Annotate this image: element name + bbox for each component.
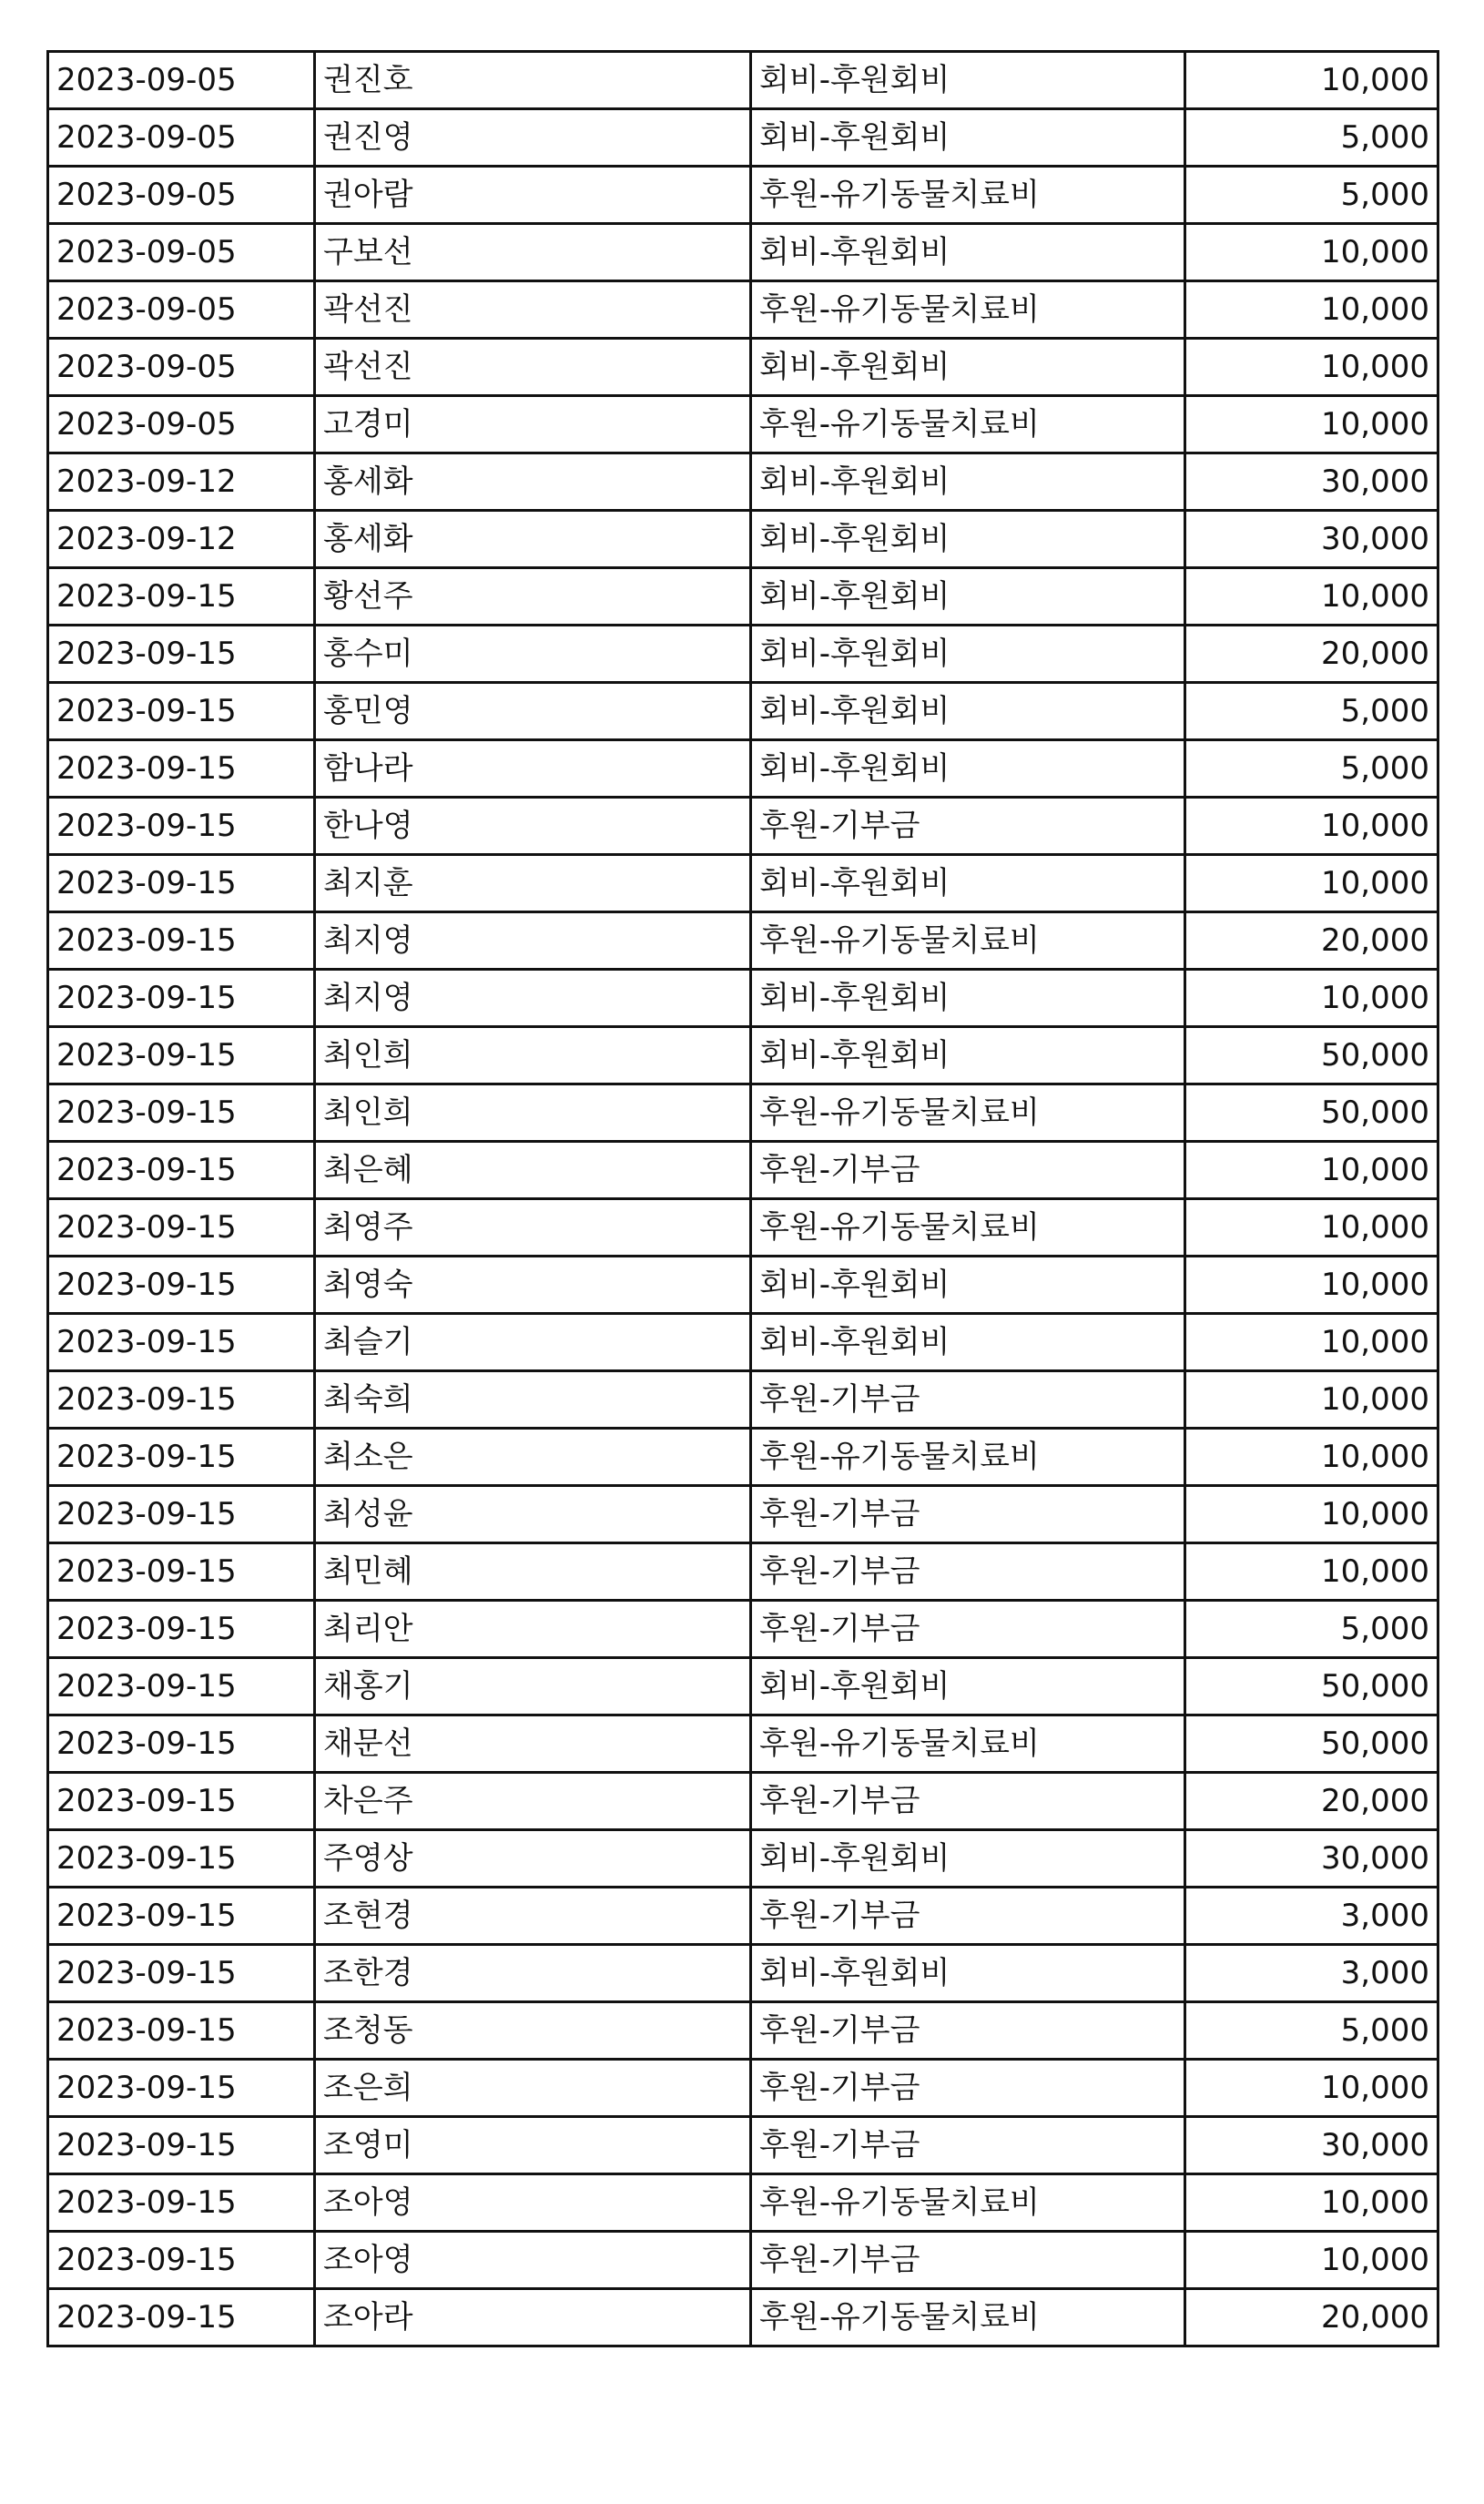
amount-cell: 5,000 [1185, 1601, 1438, 1658]
date-cell: 2023-09-15 [48, 2002, 315, 2060]
date-cell: 2023-09-15 [48, 2117, 315, 2174]
table-row [48, 281, 1438, 339]
date-cell: 2023-09-15 [48, 1715, 315, 1773]
donor-name-cell: 황선주 [315, 568, 751, 626]
table-row [48, 855, 1438, 912]
donor-name-cell: 조한경 [315, 1945, 751, 2002]
donor-name-cell: 조아라 [315, 2289, 751, 2346]
category-cell: 후원-기부금 [751, 1773, 1185, 1830]
donor-name-cell: 최인희 [315, 1027, 751, 1084]
donor-name-cell: 곽선진 [315, 281, 751, 339]
donor-name-cell: 최성윤 [315, 1486, 751, 1543]
donor-name-cell: 최소은 [315, 1429, 751, 1486]
category-cell: 회비-후원회비 [751, 855, 1185, 912]
category-cell: 회비-후원회비 [751, 626, 1185, 683]
table-row [48, 167, 1438, 224]
amount-cell: 10,000 [1185, 1314, 1438, 1371]
date-cell: 2023-09-12 [48, 511, 315, 568]
date-cell: 2023-09-05 [48, 52, 315, 109]
date-cell: 2023-09-15 [48, 1429, 315, 1486]
table-row [48, 1773, 1438, 1830]
amount-cell: 20,000 [1185, 912, 1438, 970]
table-row [48, 1658, 1438, 1715]
amount-cell: 30,000 [1185, 1830, 1438, 1888]
table-row [48, 1199, 1438, 1257]
table-row [48, 52, 1438, 109]
table-row [48, 2289, 1438, 2346]
date-cell: 2023-09-15 [48, 2060, 315, 2117]
amount-cell: 20,000 [1185, 2289, 1438, 2346]
date-cell: 2023-09-15 [48, 2232, 315, 2289]
amount-cell: 5,000 [1185, 167, 1438, 224]
donor-name-cell: 조아영 [315, 2232, 751, 2289]
amount-cell: 30,000 [1185, 511, 1438, 568]
category-cell: 회비-후원회비 [751, 1945, 1185, 2002]
table-row [48, 453, 1438, 511]
amount-cell: 10,000 [1185, 1142, 1438, 1199]
date-cell: 2023-09-15 [48, 1486, 315, 1543]
category-cell: 회비-후원회비 [751, 511, 1185, 568]
amount-cell: 10,000 [1185, 396, 1438, 453]
category-cell: 후원-유기동물치료비 [751, 281, 1185, 339]
category-cell: 후원-기부금 [751, 2060, 1185, 2117]
amount-cell: 5,000 [1185, 740, 1438, 798]
donor-name-cell: 곽선진 [315, 339, 751, 396]
amount-cell: 10,000 [1185, 798, 1438, 855]
category-cell: 회비-후원회비 [751, 224, 1185, 281]
date-cell: 2023-09-15 [48, 1888, 315, 1945]
category-cell: 회비-후원회비 [751, 1314, 1185, 1371]
category-cell: 후원-기부금 [751, 1371, 1185, 1429]
amount-cell: 3,000 [1185, 1945, 1438, 2002]
amount-cell: 50,000 [1185, 1715, 1438, 1773]
category-cell: 후원-유기동물치료비 [751, 1084, 1185, 1142]
category-cell: 후원-기부금 [751, 2117, 1185, 2174]
category-cell: 후원-기부금 [751, 1888, 1185, 1945]
donor-name-cell: 채문선 [315, 1715, 751, 1773]
amount-cell: 10,000 [1185, 568, 1438, 626]
amount-cell: 10,000 [1185, 1486, 1438, 1543]
category-cell: 후원-기부금 [751, 1543, 1185, 1601]
donor-name-cell: 권아람 [315, 167, 751, 224]
donor-name-cell: 최리안 [315, 1601, 751, 1658]
date-cell: 2023-09-15 [48, 1314, 315, 1371]
category-cell: 회비-후원회비 [751, 453, 1185, 511]
table-row [48, 568, 1438, 626]
donor-name-cell: 최영숙 [315, 1257, 751, 1314]
date-cell: 2023-09-05 [48, 224, 315, 281]
category-cell: 후원-유기동물치료비 [751, 2174, 1185, 2232]
date-cell: 2023-09-15 [48, 855, 315, 912]
table-row [48, 1945, 1438, 2002]
ledger-body [48, 52, 1438, 2346]
table-row [48, 2002, 1438, 2060]
category-cell: 후원-유기동물치료비 [751, 2289, 1185, 2346]
category-cell: 회비-후원회비 [751, 970, 1185, 1027]
date-cell: 2023-09-05 [48, 167, 315, 224]
category-cell: 회비-후원회비 [751, 1658, 1185, 1715]
category-cell: 후원-유기동물치료비 [751, 912, 1185, 970]
donor-name-cell: 조현경 [315, 1888, 751, 1945]
table-row [48, 2174, 1438, 2232]
date-cell: 2023-09-15 [48, 1371, 315, 1429]
category-cell: 후원-기부금 [751, 1142, 1185, 1199]
category-cell: 후원-기부금 [751, 2232, 1185, 2289]
category-cell: 후원-유기동물치료비 [751, 1715, 1185, 1773]
donation-ledger-table [46, 50, 1439, 2347]
date-cell: 2023-09-15 [48, 1945, 315, 2002]
donor-name-cell: 조아영 [315, 2174, 751, 2232]
amount-cell: 50,000 [1185, 1658, 1438, 1715]
table-row [48, 1888, 1438, 1945]
amount-cell: 10,000 [1185, 339, 1438, 396]
date-cell: 2023-09-15 [48, 683, 315, 740]
amount-cell: 10,000 [1185, 2232, 1438, 2289]
donor-name-cell: 채홍기 [315, 1658, 751, 1715]
table-row [48, 912, 1438, 970]
date-cell: 2023-09-05 [48, 396, 315, 453]
table-row [48, 1027, 1438, 1084]
amount-cell: 10,000 [1185, 1543, 1438, 1601]
table-row [48, 2060, 1438, 2117]
donor-name-cell: 홍세화 [315, 453, 751, 511]
date-cell: 2023-09-15 [48, 2174, 315, 2232]
table-row [48, 1601, 1438, 1658]
date-cell: 2023-09-15 [48, 740, 315, 798]
table-row [48, 224, 1438, 281]
amount-cell: 50,000 [1185, 1084, 1438, 1142]
donor-name-cell: 최지영 [315, 912, 751, 970]
category-cell: 회비-후원회비 [751, 1257, 1185, 1314]
amount-cell: 10,000 [1185, 2174, 1438, 2232]
date-cell: 2023-09-15 [48, 2289, 315, 2346]
table-row [48, 1257, 1438, 1314]
amount-cell: 10,000 [1185, 224, 1438, 281]
table-row [48, 683, 1438, 740]
category-cell: 회비-후원회비 [751, 740, 1185, 798]
amount-cell: 10,000 [1185, 1371, 1438, 1429]
table-row [48, 2232, 1438, 2289]
date-cell: 2023-09-15 [48, 1543, 315, 1601]
table-row [48, 109, 1438, 167]
donor-name-cell: 홍세화 [315, 511, 751, 568]
donor-name-cell: 최지훈 [315, 855, 751, 912]
date-cell: 2023-09-15 [48, 912, 315, 970]
date-cell: 2023-09-05 [48, 109, 315, 167]
donor-name-cell: 함나라 [315, 740, 751, 798]
category-cell: 회비-후원회비 [751, 339, 1185, 396]
date-cell: 2023-09-12 [48, 453, 315, 511]
amount-cell: 10,000 [1185, 855, 1438, 912]
amount-cell: 10,000 [1185, 1257, 1438, 1314]
donor-name-cell: 차은주 [315, 1773, 751, 1830]
donor-name-cell: 최지영 [315, 970, 751, 1027]
date-cell: 2023-09-15 [48, 1773, 315, 1830]
date-cell: 2023-09-15 [48, 1601, 315, 1658]
table-row [48, 1486, 1438, 1543]
donor-name-cell: 최인희 [315, 1084, 751, 1142]
donor-name-cell: 최숙희 [315, 1371, 751, 1429]
category-cell: 후원-유기동물치료비 [751, 167, 1185, 224]
amount-cell: 10,000 [1185, 281, 1438, 339]
amount-cell: 20,000 [1185, 626, 1438, 683]
amount-cell: 5,000 [1185, 109, 1438, 167]
category-cell: 회비-후원회비 [751, 568, 1185, 626]
donor-name-cell: 최민혜 [315, 1543, 751, 1601]
donor-name-cell: 고경미 [315, 396, 751, 453]
date-cell: 2023-09-05 [48, 339, 315, 396]
date-cell: 2023-09-15 [48, 1142, 315, 1199]
donor-name-cell: 홍민영 [315, 683, 751, 740]
table-row [48, 626, 1438, 683]
donor-name-cell: 최슬기 [315, 1314, 751, 1371]
table-row [48, 1543, 1438, 1601]
table-row [48, 2117, 1438, 2174]
date-cell: 2023-09-15 [48, 1084, 315, 1142]
amount-cell: 10,000 [1185, 1199, 1438, 1257]
donor-name-cell: 홍수미 [315, 626, 751, 683]
table-row [48, 1084, 1438, 1142]
category-cell: 후원-유기동물치료비 [751, 396, 1185, 453]
amount-cell: 5,000 [1185, 683, 1438, 740]
date-cell: 2023-09-05 [48, 281, 315, 339]
amount-cell: 10,000 [1185, 2060, 1438, 2117]
date-cell: 2023-09-15 [48, 798, 315, 855]
category-cell: 후원-기부금 [751, 1601, 1185, 1658]
date-cell: 2023-09-15 [48, 1027, 315, 1084]
donor-name-cell: 주영상 [315, 1830, 751, 1888]
table-row [48, 396, 1438, 453]
category-cell: 회비-후원회비 [751, 1027, 1185, 1084]
category-cell: 회비-후원회비 [751, 683, 1185, 740]
date-cell: 2023-09-15 [48, 626, 315, 683]
table-row [48, 1715, 1438, 1773]
date-cell: 2023-09-15 [48, 970, 315, 1027]
table-row [48, 970, 1438, 1027]
date-cell: 2023-09-15 [48, 1830, 315, 1888]
donor-name-cell: 구보선 [315, 224, 751, 281]
amount-cell: 30,000 [1185, 2117, 1438, 2174]
date-cell: 2023-09-15 [48, 1658, 315, 1715]
amount-cell: 3,000 [1185, 1888, 1438, 1945]
table-row [48, 1429, 1438, 1486]
category-cell: 회비-후원회비 [751, 109, 1185, 167]
date-cell: 2023-09-15 [48, 1199, 315, 1257]
category-cell: 후원-유기동물치료비 [751, 1199, 1185, 1257]
amount-cell: 5,000 [1185, 2002, 1438, 2060]
table-row [48, 1142, 1438, 1199]
category-cell: 회비-후원회비 [751, 1830, 1185, 1888]
table-row [48, 511, 1438, 568]
donor-name-cell: 조은희 [315, 2060, 751, 2117]
table-row [48, 339, 1438, 396]
amount-cell: 10,000 [1185, 1429, 1438, 1486]
donor-name-cell: 권진호 [315, 52, 751, 109]
table-row [48, 1371, 1438, 1429]
donor-name-cell: 최은혜 [315, 1142, 751, 1199]
donor-name-cell: 권진영 [315, 109, 751, 167]
amount-cell: 20,000 [1185, 1773, 1438, 1830]
category-cell: 후원-기부금 [751, 798, 1185, 855]
table-row [48, 1830, 1438, 1888]
amount-cell: 50,000 [1185, 1027, 1438, 1084]
table-row [48, 798, 1438, 855]
donor-name-cell: 최영주 [315, 1199, 751, 1257]
date-cell: 2023-09-15 [48, 568, 315, 626]
category-cell: 후원-유기동물치료비 [751, 1429, 1185, 1486]
date-cell: 2023-09-15 [48, 1257, 315, 1314]
table-row [48, 740, 1438, 798]
category-cell: 후원-기부금 [751, 1486, 1185, 1543]
category-cell: 후원-기부금 [751, 2002, 1185, 2060]
amount-cell: 10,000 [1185, 970, 1438, 1027]
category-cell: 회비-후원회비 [751, 52, 1185, 109]
amount-cell: 10,000 [1185, 52, 1438, 109]
donor-name-cell: 한나영 [315, 798, 751, 855]
donor-name-cell: 조청동 [315, 2002, 751, 2060]
donor-name-cell: 조영미 [315, 2117, 751, 2174]
amount-cell: 30,000 [1185, 453, 1438, 511]
table-row [48, 1314, 1438, 1371]
